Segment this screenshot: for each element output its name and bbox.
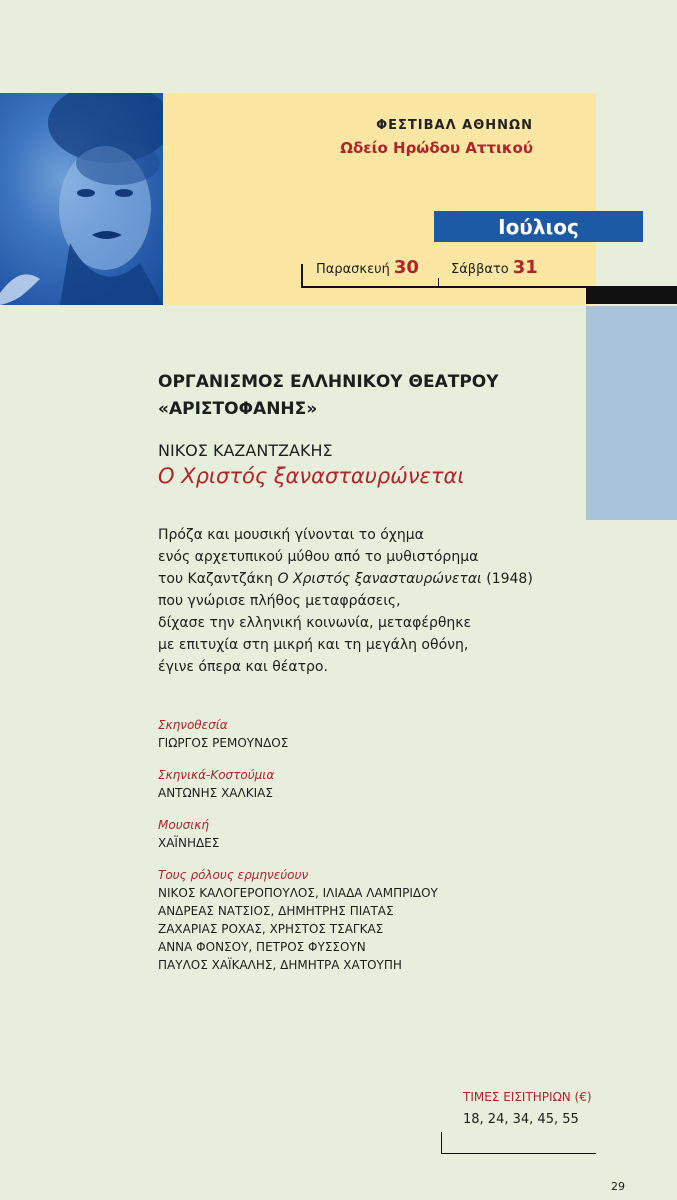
- company-name-line1: ΟΡΓΑΝΙΣΜΟΣ ΕΛΛΗΝΙΚΟΥ ΘΕΑΤΡΟΥ: [158, 372, 499, 392]
- credit-label: Σκηνικά-Κοστούμια: [158, 768, 275, 782]
- description: [158, 524, 558, 678]
- description-text: (1948): [481, 571, 533, 587]
- date-divider: [438, 278, 439, 288]
- festival-name: ΦΕΣΤΙΒΑΛ ΑΘΗΝΩΝ: [376, 118, 533, 133]
- date-day-name: Σάββατο: [451, 262, 509, 277]
- credits: [158, 718, 438, 990]
- play-title: Ο Χριστός ξανασταυρώνεται: [158, 464, 465, 488]
- cast-line: ΝΙΚΟΣ ΚΑΛΟΓΕΡΟΠΟΥΛΟΣ, ΙΛΙΑΔΑ ΛΑΜΠΡΙΔΟΥ: [158, 886, 438, 900]
- credit-value: ΑΝΤΩΝΗΣ ΧΑΛΚΙΑΣ: [158, 786, 273, 800]
- cast-line: ΑΝΝΑ ΦΟΝΣΟΥ, ΠΕΤΡΟΣ ΦΥΣΣΟΥΝ: [158, 940, 366, 954]
- ticket-prices-label: ΤΙΜΕΣ ΕΙΣΙΤΗΡΙΩΝ (€): [463, 1090, 592, 1104]
- price-underline: [441, 1153, 596, 1154]
- price-bracket-left: [441, 1132, 442, 1154]
- description-line: Πρόζα και μουσική γίνονται το όχημα: [158, 527, 424, 543]
- credit-cast: [158, 868, 438, 974]
- credit-sets-costumes: [158, 768, 438, 802]
- credit-value: ΓΙΩΡΓΟΣ ΡΕΜΟΥΝΔΟΣ: [158, 736, 289, 750]
- description-line: [158, 568, 558, 590]
- credit-label: Τους ρόλους ερμηνεύουν: [158, 868, 309, 882]
- description-line: ενός αρχετυπικού μύθου από το μυθιστόρημα: [158, 549, 479, 565]
- side-blue-block: [586, 306, 677, 520]
- company-name-line2: «ΑΡΙΣΤΟΦΑΝΗΣ»: [158, 399, 318, 419]
- description-text: του Καζαντζάκη: [158, 571, 278, 587]
- cast-line: ΠΑΥΛΟΣ ΧΑΪΚΑΛΗΣ, ΔΗΜΗΤΡΑ ΧΑΤΟΥΠΗ: [158, 958, 402, 972]
- month-label: [434, 211, 643, 242]
- portrait-illustration: [0, 93, 163, 305]
- cast-line: ΑΝΔΡΕΑΣ ΝΑΤΣΙΟΣ, ΔΗΜΗΤΡΗΣ ΠΙΑΤΑΣ: [158, 904, 394, 918]
- date-day-number: 31: [512, 257, 538, 278]
- description-line: έγινε όπερα και θέατρο.: [158, 659, 328, 675]
- venue-name: Ωδείο Ηρώδου Αττικού: [340, 139, 533, 157]
- author-portrait: [0, 93, 163, 305]
- credit-label: Μουσική: [158, 818, 209, 832]
- date-underline: [301, 286, 586, 288]
- date-saturday: [451, 257, 538, 278]
- side-dark-bar: [586, 286, 677, 304]
- date-day-name: Παρασκευή: [316, 262, 390, 277]
- cast-line: ΖΑΧΑΡΙΑΣ ΡΟΧΑΣ, ΧΡΗΣΤΟΣ ΤΣΑΓΚΑΣ: [158, 922, 384, 936]
- credit-value: ΧΑΪΝΗΔΕΣ: [158, 836, 220, 850]
- date-day-number: 30: [393, 257, 419, 278]
- date-bracket-left: [301, 264, 303, 288]
- month-text: Ιούλιος: [498, 214, 579, 239]
- date-friday: [316, 257, 419, 278]
- ticket-prices-values: 18, 24, 34, 45, 55: [463, 1112, 579, 1127]
- credit-label: Σκηνοθεσία: [158, 718, 228, 732]
- credit-direction: [158, 718, 438, 752]
- description-line: δίχασε την ελληνική κοινωνία, μεταφέρθηκε: [158, 615, 472, 631]
- description-line: που γνώρισε πλήθος μεταφράσεις,: [158, 593, 401, 609]
- credit-music: [158, 818, 438, 852]
- author-name: ΝΙΚΟΣ ΚΑΖΑΝΤΖΑΚΗΣ: [158, 441, 333, 460]
- description-italic-title: Ο Χριστός ξανασταυρώνεται: [277, 571, 482, 587]
- page-number: 29: [611, 1180, 625, 1193]
- description-line: με επιτυχία στη μικρή και τη μεγάλη οθόνη,: [158, 637, 469, 653]
